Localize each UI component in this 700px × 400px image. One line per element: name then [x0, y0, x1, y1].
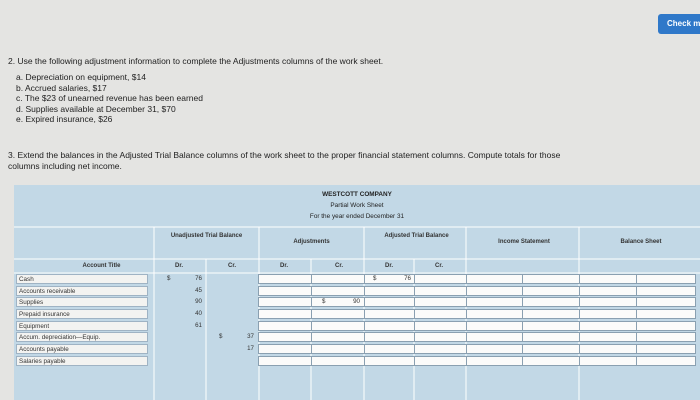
adj-cr-input[interactable]: [311, 274, 365, 284]
is-dr-input[interactable]: [466, 309, 523, 319]
adjtb-cr-input[interactable]: [414, 297, 467, 307]
dollar-sign: $: [219, 333, 223, 341]
account-name: Salaries payable: [16, 356, 148, 366]
company-name: WESTCOTT COMPANY: [322, 191, 392, 198]
adjustments-header: Adjustments: [293, 239, 330, 245]
account-rows: [14, 273, 700, 367]
adj-cr-header: Cr.: [334, 263, 343, 269]
adjustment-item: e. Expired insurance, $26: [16, 114, 113, 124]
bs-cr-input[interactable]: [636, 309, 696, 319]
is-cr-input[interactable]: [522, 297, 580, 307]
adjtb-cr-input[interactable]: [414, 309, 467, 319]
adj-cr-input[interactable]: [311, 344, 365, 354]
bs-cr-input[interactable]: [636, 344, 696, 354]
unadj-dr-value: 90: [195, 298, 202, 306]
adj-dr-input[interactable]: [258, 321, 312, 331]
adjtb-dr-value: 76: [404, 275, 411, 282]
dollar-sign: $: [373, 275, 377, 282]
is-dr-input[interactable]: [466, 274, 523, 284]
adj-cr-input[interactable]: [311, 297, 365, 307]
adj-dr-header: Dr.: [279, 263, 288, 269]
table-row: [14, 343, 700, 355]
table-row: [14, 296, 700, 308]
adjtb-cr-input[interactable]: [414, 321, 467, 331]
table-row: [14, 320, 700, 332]
adjustment-item: c. The $23 of unearned revenue has been earned: [16, 93, 203, 103]
bs-cr-input[interactable]: [636, 356, 696, 366]
is-dr-input[interactable]: [466, 286, 523, 296]
unadj-dr-header: Dr.: [174, 263, 183, 269]
account-name: Prepaid insurance: [16, 309, 148, 319]
account-name: Supplies: [16, 297, 148, 307]
adjtb-dr-input[interactable]: [364, 274, 415, 284]
unadjusted-trial-balance-header: Unadjusted Trial Balance: [170, 233, 243, 239]
adjtb-dr-input[interactable]: [364, 356, 415, 366]
adjusted-trial-balance-header: Adjusted Trial Balance: [384, 233, 449, 239]
work-sheet: [14, 185, 700, 400]
adj-cr-input[interactable]: [311, 286, 365, 296]
bs-dr-input[interactable]: [579, 356, 637, 366]
bs-cr-input[interactable]: [636, 286, 696, 296]
is-cr-input[interactable]: [522, 274, 580, 284]
is-cr-input[interactable]: [522, 286, 580, 296]
adj-dr-input[interactable]: [258, 274, 312, 284]
unadj-dr-value: 61: [195, 321, 202, 329]
sheet-title: Partial Work Sheet: [330, 202, 384, 209]
bs-cr-input[interactable]: [636, 332, 696, 342]
adjtb-cr-header: Cr.: [434, 263, 443, 269]
adjtb-cr-input[interactable]: [414, 332, 467, 342]
unadj-cr-header: Cr.: [227, 263, 236, 269]
check-my-work-button[interactable]: Check m: [658, 14, 700, 34]
adjtb-dr-input[interactable]: [364, 332, 415, 342]
adjustment-item: d. Supplies available at December 31, $70: [16, 103, 176, 114]
adjtb-cr-input[interactable]: [414, 356, 467, 366]
bs-dr-input[interactable]: [579, 274, 637, 284]
adj-cr-input[interactable]: [311, 356, 365, 366]
income-statement-header: Income Statement: [498, 239, 550, 245]
is-dr-input[interactable]: [466, 356, 523, 366]
account-name: Accum. depreciation—Equip.: [16, 332, 148, 342]
adj-cr-input[interactable]: [311, 321, 365, 331]
balance-sheet-header: Balance Sheet: [620, 239, 662, 245]
adj-dr-input[interactable]: [258, 297, 312, 307]
adjtb-cr-input[interactable]: [414, 274, 467, 284]
unadj-dr-value: 45: [195, 286, 202, 294]
adjtb-dr-input[interactable]: [364, 297, 415, 307]
is-dr-input[interactable]: [466, 321, 523, 331]
adjtb-cr-input[interactable]: [414, 344, 467, 354]
adj-cr-value: 90: [353, 298, 360, 306]
adjtb-dr-input[interactable]: [364, 309, 415, 319]
table-row: [14, 285, 700, 297]
bs-dr-input[interactable]: [579, 286, 637, 296]
adj-dr-input[interactable]: [258, 286, 312, 296]
is-cr-input[interactable]: [522, 344, 580, 354]
adjustment-list: [16, 72, 203, 125]
adjtb-dr-input[interactable]: [364, 321, 415, 331]
adj-cr-input[interactable]: [311, 332, 365, 342]
account-name: Accounts receivable: [16, 286, 148, 296]
adjtb-dr-header: Dr.: [384, 263, 393, 269]
adjustment-item: b. Accrued salaries, $17: [16, 82, 107, 93]
bs-dr-input[interactable]: [579, 332, 637, 342]
account-name: Equipment: [16, 321, 148, 331]
unadj-dr-value: 40: [195, 310, 202, 318]
adjustment-item: a. Depreciation on equipment, $14: [16, 72, 146, 82]
unadj-cr-value: 37: [247, 333, 254, 341]
is-dr-input[interactable]: [466, 297, 523, 307]
bs-dr-input[interactable]: [579, 321, 637, 331]
bs-dr-input[interactable]: [579, 344, 637, 354]
bs-cr-input[interactable]: [636, 274, 696, 284]
is-cr-input[interactable]: [522, 332, 580, 342]
bs-cr-input[interactable]: [636, 321, 696, 331]
is-cr-input[interactable]: [522, 321, 580, 331]
adj-cr-input[interactable]: [311, 309, 365, 319]
is-cr-input[interactable]: [522, 356, 580, 366]
adjtb-dr-input[interactable]: [364, 344, 415, 354]
adj-dr-input[interactable]: [258, 332, 312, 342]
account-name: Cash: [16, 274, 148, 284]
adj-dr-input[interactable]: [258, 309, 312, 319]
table-row: [14, 308, 700, 320]
is-dr-input[interactable]: [466, 332, 523, 342]
account-title-header: Account Title: [82, 263, 121, 269]
bs-cr-input[interactable]: [636, 297, 696, 307]
table-row: [14, 331, 700, 343]
adjtb-cr-input[interactable]: [414, 286, 467, 296]
bs-dr-input[interactable]: [579, 309, 637, 319]
account-name: Accounts payable: [16, 344, 148, 354]
adj-dr-input[interactable]: [258, 344, 312, 354]
sheet-period: For the year ended December 31: [309, 213, 405, 220]
adj-dr-input[interactable]: [258, 356, 312, 366]
adjtb-dr-input[interactable]: [364, 286, 415, 296]
dollar-sign: $: [167, 275, 171, 282]
bs-dr-input[interactable]: [579, 297, 637, 307]
question-3-text: 3. Extend the balances in the Adjusted Trial Balance columns of the work sheet to the proper financial statement columns. Compute totals for those columns including net income.: [8, 150, 561, 171]
table-row: [14, 273, 700, 285]
unadj-cr-value: 17: [247, 345, 254, 353]
dollar-sign: $: [322, 298, 326, 306]
is-cr-input[interactable]: [522, 309, 580, 319]
question-2-title: 2. Use the following adjustment information to complete the Adjustments columns of the work sheet.: [8, 56, 384, 66]
is-dr-input[interactable]: [466, 344, 523, 354]
unadj-dr-value: 76: [195, 275, 202, 282]
table-row: [14, 355, 700, 367]
